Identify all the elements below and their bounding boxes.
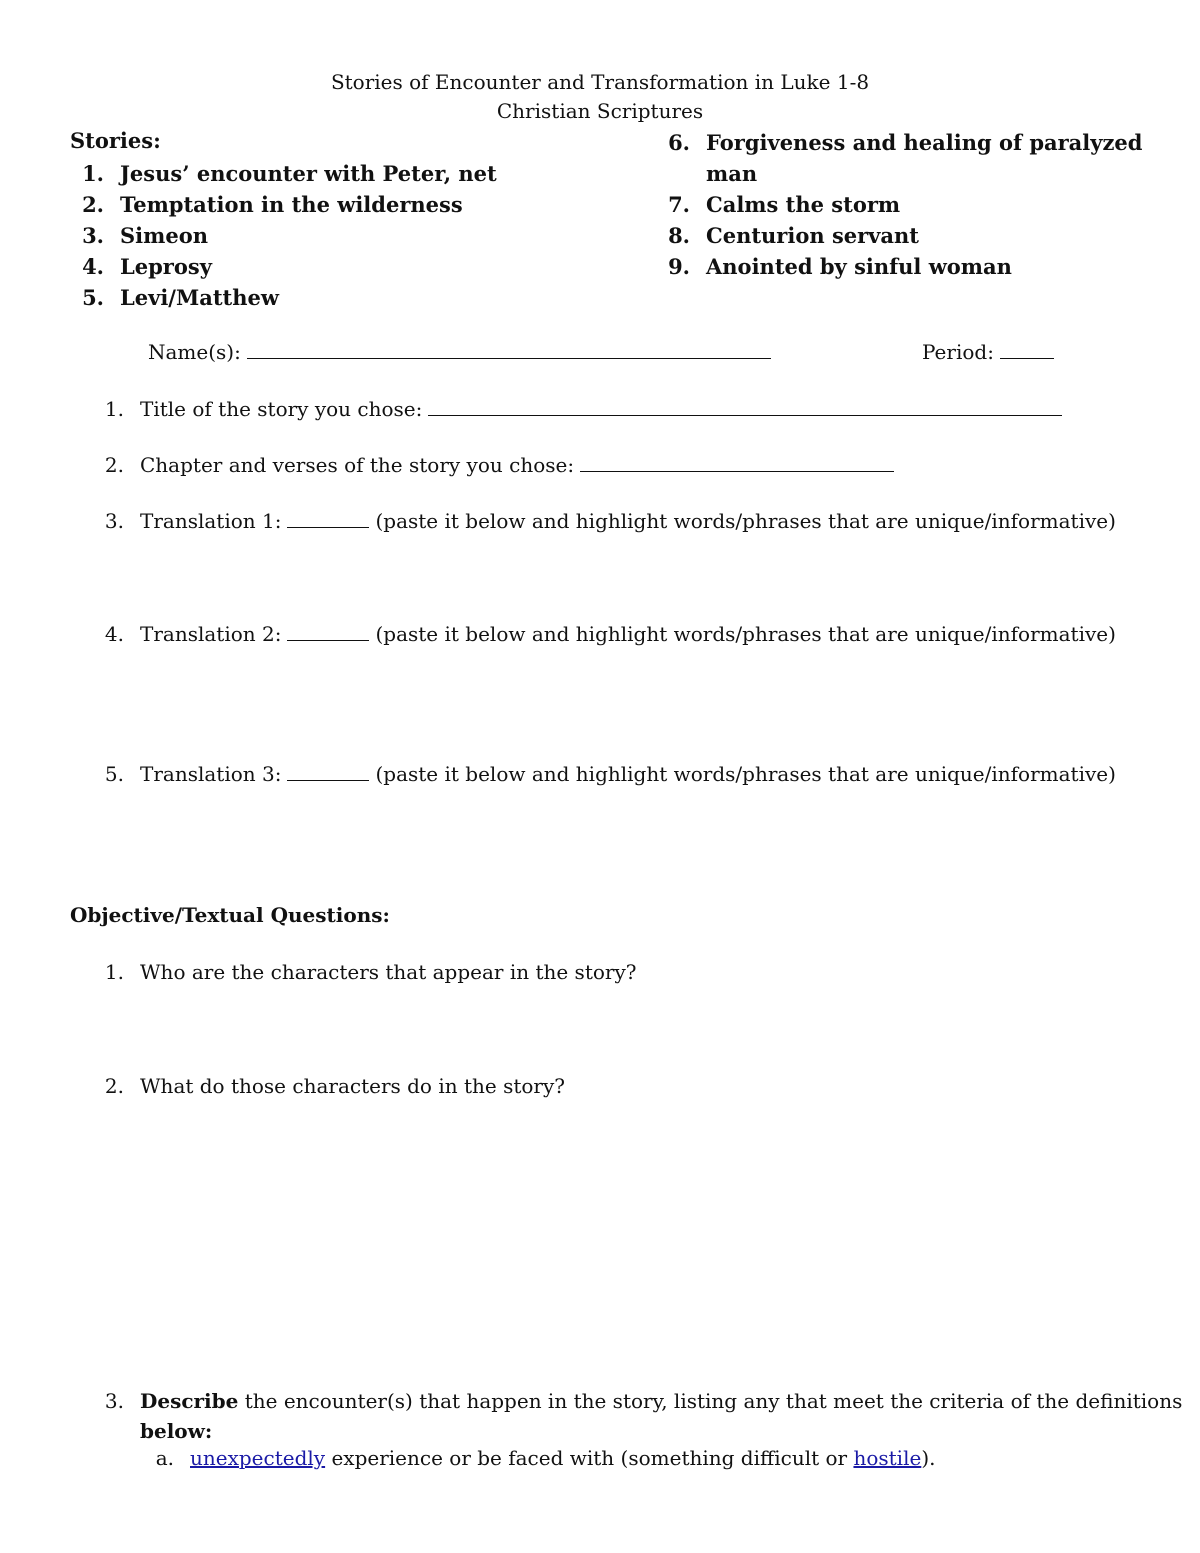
stories-right-list [656, 127, 1142, 282]
translation-3-field[interactable] [287, 762, 369, 781]
stories-left-list [70, 158, 497, 313]
question-1: 1. Who are the characters that appear in the story? [104, 960, 637, 984]
story-title-field[interactable] [428, 397, 1062, 416]
story-item: 6. Forgiveness and healing of paralyzed [668, 130, 1143, 155]
hostile-link[interactable]: hostile [853, 1446, 922, 1470]
form-item-translation-3: 5. Translation 3: (paste it below and highlight words/phrases that are unique/informative) [104, 762, 1116, 786]
question-2: 2. What do those characters do in the story? [104, 1074, 565, 1098]
chapter-verses-field[interactable] [580, 453, 894, 472]
names-field[interactable] [247, 340, 771, 359]
names-row [148, 340, 771, 364]
period-label: Period: [922, 340, 994, 364]
question-3: 3. Describe the encounter(s) that happen in the story, listing any that meet the criteria of the definitions below: [104, 1389, 1183, 1443]
form-item-chapter: 2. Chapter and verses of the story you chose: [90, 453, 894, 477]
objective-heading: Objective/Textual Questions: [70, 903, 390, 927]
story-item-continuation: man [706, 161, 758, 186]
translation-2-field[interactable] [287, 622, 369, 641]
story-item: 7. Calms the storm [668, 192, 901, 217]
translation-1-field[interactable] [287, 509, 369, 528]
question-3-sub-a: a. unexpectedly experience or be faced with (something difficult or hostile). [155, 1446, 936, 1470]
period-field[interactable] [1000, 340, 1054, 359]
document-subtitle: Christian Scriptures [496, 99, 704, 123]
stories-heading: Stories: [70, 128, 161, 153]
form-item-title: 1. Title of the story you chose: [90, 397, 1062, 421]
story-item: 3. Simeon [82, 223, 208, 248]
story-item: 9. Anointed by sinful woman [668, 254, 1012, 279]
story-item: 4. Leprosy [82, 254, 212, 279]
names-label: Name(s): [148, 340, 241, 364]
form-item-translation-1: 3. Translation 1: (paste it below and highlight words/phrases that are unique/informative) [104, 509, 1116, 533]
story-item: 5. Levi/Matthew [82, 285, 279, 310]
document-title: Stories of Encounter and Transformation in Luke 1-8 [330, 70, 870, 94]
period-row [922, 340, 1054, 364]
unexpectedly-link[interactable]: unexpectedly [190, 1446, 326, 1470]
story-item: 1. Jesus’ encounter with Peter, net [82, 161, 497, 186]
story-item: 2. Temptation in the wilderness [82, 192, 463, 217]
form-item-translation-2: 4. Translation 2: (paste it below and highlight words/phrases that are unique/informative) [104, 622, 1116, 646]
story-item: 8. Centurion servant [668, 223, 919, 248]
